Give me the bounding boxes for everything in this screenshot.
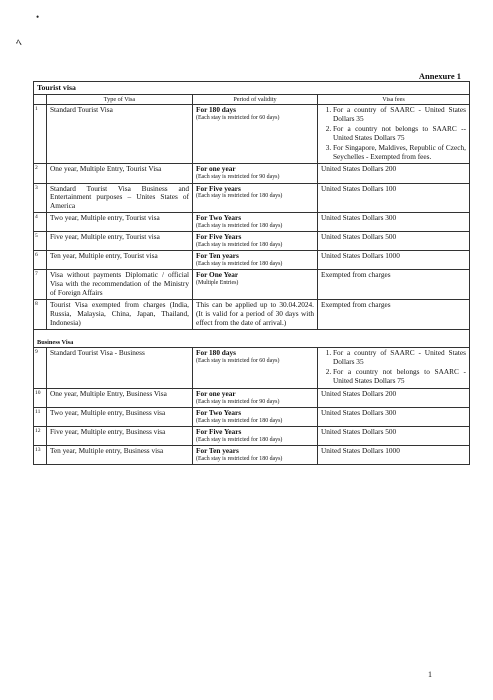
fees-list (321, 349, 466, 386)
table-row (34, 348, 470, 389)
visa-type-cell: Two year, Multiple entry, Business visa (47, 408, 193, 427)
section-title-business: Business Visa (34, 329, 470, 348)
visa-fees-cell: United States Dollars 300 (318, 408, 470, 427)
table-row (34, 389, 470, 408)
visa-type-cell: Five year, Multiple entry, Business visa (47, 427, 193, 446)
validity-note: (Each stay is restricted for 60 days) (196, 114, 280, 121)
fees-list-item: 2. For a country not belongs to SAARC - United States Dollars 75 (333, 368, 466, 386)
fees-list-item: 1. For a country of SAARC - United States Dollars 35 (333, 106, 466, 124)
row-number: 11 (34, 408, 47, 427)
table-row (34, 427, 470, 446)
validity-period: For one year (196, 164, 236, 174)
validity-cell (193, 348, 318, 389)
validity-note: (Each stay is restricted for 180 days) (196, 456, 283, 463)
visa-fees-cell: United States Dollars 1000 (318, 446, 470, 465)
section-title-tourist: Tourist visa (34, 82, 470, 95)
validity-cell (193, 232, 318, 251)
visa-fees-cell (318, 348, 470, 389)
validity-cell (193, 270, 318, 300)
visa-fees-cell: United States Dollars 500 (318, 427, 470, 446)
validity-cell (193, 183, 318, 213)
validity-period: For Two Years (196, 408, 242, 418)
row-number: 12 (34, 427, 47, 446)
visa-type-cell: Ten year, Multiple entry, Business visa (47, 446, 193, 465)
visa-type-cell: Tourist Visa exempted from charges (India, Russia, Malaysia, China, Japan, Thailand, Indonesia) (47, 300, 193, 330)
validity-cell (193, 213, 318, 232)
fees-list-item: 2. For a country not belongs to SAARC -- United States Dollars 75 (333, 125, 466, 143)
visa-type-cell: Visa without payments Diplomatic / official Visa with the recommendation of the Ministry of Foreign Affairs (47, 270, 193, 300)
row-number: 4 (34, 213, 47, 232)
validity-cell (193, 427, 318, 446)
fees-list-item: 1. For a country of SAARC - United States Dollars 35 (333, 349, 466, 367)
visa-type-cell: Standard Tourist Visa (47, 105, 193, 164)
table-row (34, 183, 470, 213)
validity-cell (193, 164, 318, 183)
column-header: Period of validity (193, 94, 318, 105)
validity-note: (Multiple Entries) (196, 280, 239, 287)
column-header: Type of Visa (47, 94, 193, 105)
visa-fees-cell: Exempted from charges (318, 270, 470, 300)
visa-fees-cell: United States Dollars 1000 (318, 251, 470, 270)
visa-fees-cell: United States Dollars 100 (318, 183, 470, 213)
row-number: 5 (34, 232, 47, 251)
section-row (34, 329, 470, 348)
annexure-title: Annexure 1 (418, 71, 461, 81)
visa-fees-cell: United States Dollars 200 (318, 164, 470, 183)
visa-type-cell: Standard Tourist Visa Business and Entertainment purposes – Unites States of America (47, 183, 193, 213)
row-number: 8 (34, 300, 47, 330)
row-number: 2 (34, 164, 47, 183)
fees-list-item: 3. For Singapore, Maldives, Republic of Czech, Seychelles - Exempted from fees. (333, 144, 466, 162)
table-row (34, 213, 470, 232)
table-row (34, 446, 470, 465)
validity-note: (Each stay is restricted for 180 days) (196, 193, 283, 200)
table-row (34, 408, 470, 427)
table-row (34, 270, 470, 300)
validity-cell (193, 251, 318, 270)
scan-speck: • (36, 12, 40, 22)
table-row (34, 164, 470, 183)
visa-fees-cell (318, 105, 470, 164)
validity-note: (Each stay is restricted for 180 days) (196, 437, 283, 444)
validity-note: (Each stay is restricted for 90 days) (196, 174, 280, 181)
visa-type-cell: One year, Multiple Entry, Business Visa (47, 389, 193, 408)
validity-period: For one year (196, 389, 236, 399)
visa-fees-cell: United States Dollars 500 (318, 232, 470, 251)
validity-period: For One Year (196, 270, 239, 280)
fees-list (321, 106, 466, 161)
validity-note: (Each stay is restricted for 180 days) (196, 418, 283, 425)
table-row (34, 105, 470, 164)
row-number: 1 (34, 105, 47, 164)
validity-period: For 180 days (196, 348, 237, 358)
validity-cell (193, 446, 318, 465)
table-row (34, 232, 470, 251)
section-row (34, 82, 470, 95)
validity-period: For Ten years (196, 251, 239, 261)
validity-period: For Ten years (196, 446, 239, 456)
validity-period: For 180 days (196, 105, 237, 115)
row-number: 13 (34, 446, 47, 465)
visa-type-cell: Ten year, Multiple entry, Tourist visa (47, 251, 193, 270)
visa-type-cell: Two year, Multiple entry, Tourist visa (47, 213, 193, 232)
validity-note: (Each stay is restricted for 180 days) (196, 223, 283, 230)
table-row (34, 251, 470, 270)
validity-period: For Two Years (196, 213, 242, 223)
row-number: 9 (34, 348, 47, 389)
visa-fees-cell: Exempted from charges (318, 300, 470, 330)
visa-fees-table (33, 81, 470, 465)
row-number: 3 (34, 183, 47, 213)
validity-cell (193, 389, 318, 408)
visa-fees-cell: United States Dollars 200 (318, 389, 470, 408)
visa-type-cell: One year, Multiple Entry, Tourist Visa (47, 164, 193, 183)
validity-period: For Five years (196, 183, 241, 193)
validity-period: For Five Years (196, 232, 242, 242)
scan-mark: ﾍ (16, 37, 22, 49)
column-header: Visa fees (318, 94, 470, 105)
validity-cell (193, 105, 318, 164)
validity-cell (193, 300, 318, 330)
validity-note: (Each stay is restricted for 180 days) (196, 242, 283, 249)
table-row (34, 300, 470, 330)
visa-type-cell: Standard Tourist Visa - Business (47, 348, 193, 389)
validity-period: For Five Years (196, 427, 242, 437)
page-number: 1 (428, 670, 432, 679)
validity-note: (Each stay is restricted for 180 days) (196, 261, 283, 268)
validity-cell (193, 408, 318, 427)
column-header-number (34, 94, 47, 105)
row-number: 10 (34, 389, 47, 408)
validity-note: (Each stay is restricted for 60 days) (196, 358, 280, 365)
visa-type-cell: Five year, Multiple entry, Tourist visa (47, 232, 193, 251)
validity-text: This can be applied up to 30.04.2024. (It is valid for a period of 30 days with effect from the date of arrival.) (196, 300, 314, 327)
validity-note: (Each stay is restricted for 90 days) (196, 398, 280, 405)
row-number: 6 (34, 251, 47, 270)
visa-fees-cell: United States Dollars 300 (318, 213, 470, 232)
row-number: 7 (34, 270, 47, 300)
column-header-row (34, 94, 470, 105)
